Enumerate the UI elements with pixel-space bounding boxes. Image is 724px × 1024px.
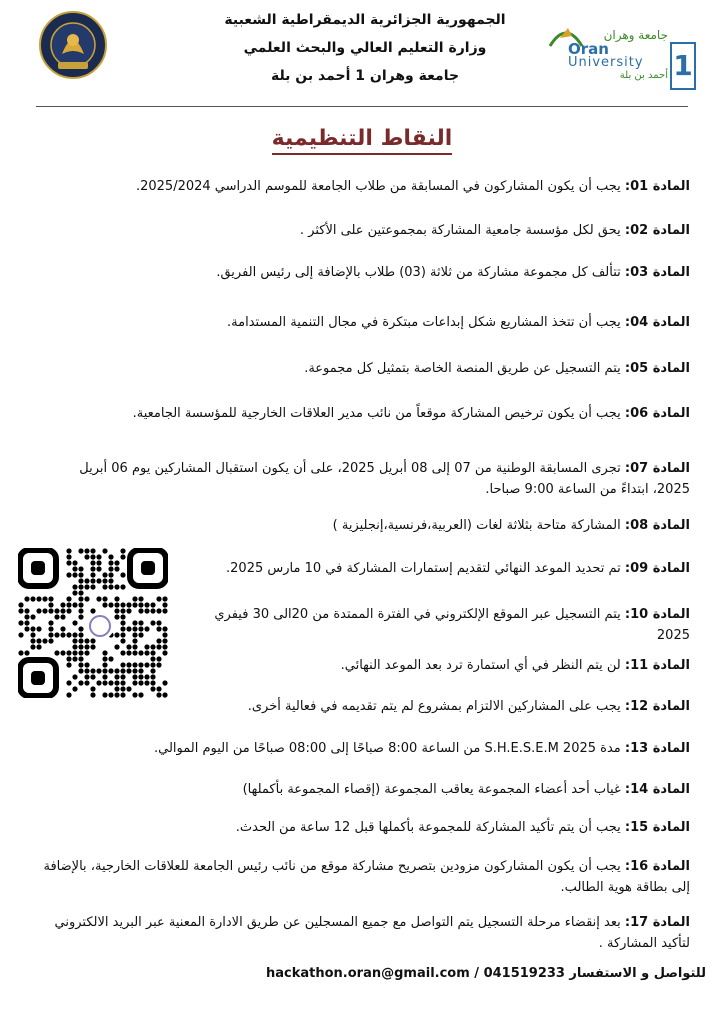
qr-module: [120, 548, 125, 553]
qr-module: [114, 560, 119, 565]
qr-module: [132, 644, 137, 649]
contact-line: [0, 966, 724, 988]
qr-module: [72, 584, 77, 589]
qr-module: [144, 662, 149, 667]
qr-module: [132, 620, 137, 625]
qr-module: [36, 644, 41, 649]
qr-module: [90, 686, 95, 691]
qr-module: [48, 608, 53, 613]
qr-module: [54, 608, 59, 613]
qr-module: [78, 644, 83, 649]
qr-module: [90, 566, 95, 571]
qr-module: [120, 650, 125, 655]
qr-module: [96, 554, 101, 559]
page-title: النقاط التنظيمية: [0, 126, 724, 151]
qr-module: [132, 662, 137, 667]
qr-module: [72, 602, 77, 607]
qr-module: [132, 650, 137, 655]
qr-module: [126, 686, 131, 691]
qr-module: [96, 578, 101, 583]
qr-module: [90, 584, 95, 589]
qr-module: [84, 554, 89, 559]
logo-number: 1: [670, 42, 696, 90]
qr-module: [48, 596, 53, 601]
qr-module: [138, 596, 143, 601]
qr-module: [144, 650, 149, 655]
header: [0, 0, 724, 110]
qr-module: [102, 548, 107, 553]
qr-module: [162, 596, 167, 601]
qr-module: [108, 572, 113, 577]
qr-module: [138, 632, 143, 637]
qr-module: [120, 584, 125, 589]
qr-module: [120, 554, 125, 559]
qr-module: [18, 620, 23, 625]
qr-module: [30, 596, 35, 601]
qr-module: [108, 566, 113, 571]
qr-module: [120, 674, 125, 679]
article-15: المادة 15: يجب أن يتم تأكيد المشاركة للمجموعة بأكملها قبل 12 ساعة من الحدث.: [235, 820, 690, 835]
qr-module: [108, 668, 113, 673]
qr-module: [36, 638, 41, 643]
qr-module: [132, 674, 137, 679]
qr-module: [156, 596, 161, 601]
qr-module: [114, 596, 119, 601]
qr-module: [114, 644, 119, 649]
qr-module: [120, 602, 125, 607]
qr-module: [102, 572, 107, 577]
logo-arabic-top: جامعة وهران: [603, 28, 668, 42]
qr-module: [84, 644, 89, 649]
qr-module: [18, 602, 23, 607]
qr-module: [126, 644, 131, 649]
qr-module: [78, 584, 83, 589]
article-02: المادة 02: يحق لكل مؤسسة جامعية المشاركة بمجموعتين على الأكثر .: [299, 223, 690, 238]
qr-module: [78, 596, 83, 601]
qr-module: [150, 680, 155, 685]
qr-module: [78, 578, 83, 583]
qr-module: [132, 626, 137, 631]
qr-module: [114, 608, 119, 613]
university-logo: [540, 16, 693, 86]
qr-module: [150, 662, 155, 667]
qr-module: [144, 674, 149, 679]
qr-module: [66, 548, 71, 553]
qr-module: [72, 674, 77, 679]
qr-module: [66, 572, 71, 577]
qr-module: [78, 650, 83, 655]
qr-module: [150, 620, 155, 625]
qr-module: [78, 626, 83, 631]
qr-module: [84, 680, 89, 685]
qr-module: [84, 548, 89, 553]
qr-module: [84, 650, 89, 655]
qr-module: [24, 650, 29, 655]
qr-module: [84, 668, 89, 673]
university-name: جامعة وهران 1 أحمد بن بلة: [270, 68, 460, 84]
qr-module: [18, 650, 23, 655]
qr-module: [162, 650, 167, 655]
qr-module: [30, 638, 35, 643]
qr-module: [138, 674, 143, 679]
article-03: المادة 03: تتألف كل مجموعة مشاركة من ثلاثة (03) طلاب بالإضافة إلى رئيس الفريق.: [216, 265, 690, 280]
qr-module: [30, 632, 35, 637]
qr-module: [156, 626, 161, 631]
qr-module: [126, 650, 131, 655]
qr-module: [90, 572, 95, 577]
qr-module: [96, 596, 101, 601]
qr-module: [60, 650, 65, 655]
qr-module: [24, 608, 29, 613]
qr-module: [120, 686, 125, 691]
qr-module: [144, 608, 149, 613]
qr-module: [24, 614, 29, 619]
qr-module: [138, 626, 143, 631]
qr-module: [132, 680, 137, 685]
qr-module: [120, 632, 125, 637]
qr-module: [120, 614, 125, 619]
qr-module: [102, 668, 107, 673]
qr-module: [102, 680, 107, 685]
qr-module: [162, 608, 167, 613]
qr-module: [138, 662, 143, 667]
qr-module: [78, 632, 83, 637]
qr-module: [84, 674, 89, 679]
qr-module: [108, 554, 113, 559]
qr-module: [66, 608, 71, 613]
qr-module: [60, 632, 65, 637]
qr-module: [132, 668, 137, 673]
qr-module: [48, 626, 53, 631]
article-10: المادة 10: يتم التسجيل عبر الموقع الإلكتروني في الفترة الممتدة من 20الى 30 فيفري 2025: [214, 607, 690, 643]
qr-module: [126, 608, 131, 613]
qr-module: [150, 608, 155, 613]
qr-module: [114, 674, 119, 679]
article-01: المادة 01: يجب أن يكون المشاركون في المسابقة من طلاب الجامعة للموسم الدراسي 2025/2024.: [135, 179, 690, 194]
qr-module: [150, 650, 155, 655]
qr-module: [18, 608, 23, 613]
qr-module: [90, 674, 95, 679]
qr-module: [132, 602, 137, 607]
qr-module: [156, 608, 161, 613]
qr-module: [126, 668, 131, 673]
qr-module: [138, 602, 143, 607]
article-05: المادة 05: يتم التسجيل عن طريق المنصة الخاصة بتمثيل كل مجموعة.: [304, 361, 690, 376]
qr-module: [60, 608, 65, 613]
qr-module: [78, 656, 83, 661]
qr-module: [144, 680, 149, 685]
qr-module: [138, 608, 143, 613]
qr-module: [96, 566, 101, 571]
qr-module: [96, 560, 101, 565]
qr-module: [156, 620, 161, 625]
qr-module: [114, 668, 119, 673]
qr-module: [84, 584, 89, 589]
qr-module: [60, 626, 65, 631]
contact-label: للتواصل و الاستفسار: [569, 966, 706, 981]
qr-module: [150, 686, 155, 691]
qr-module: [48, 638, 53, 643]
qr-module: [162, 644, 167, 649]
qr-module: [108, 578, 113, 583]
qr-module: [78, 608, 83, 613]
qr-module: [72, 632, 77, 637]
qr-module: [150, 674, 155, 679]
qr-module: [90, 644, 95, 649]
qr-module: [96, 680, 101, 685]
qr-module: [114, 566, 119, 571]
qr-module: [126, 662, 131, 667]
qr-module: [120, 638, 125, 643]
university-logo-text: [568, 28, 668, 81]
qr-module: [156, 656, 161, 661]
qr-module: [72, 650, 77, 655]
qr-module: [126, 602, 131, 607]
logo-arabic-bottom: أحمد بن بلة: [619, 70, 668, 81]
qr-module: [90, 554, 95, 559]
qr-module: [66, 560, 71, 565]
qr-module: [150, 644, 155, 649]
qr-module: [108, 560, 113, 565]
qr-module: [144, 626, 149, 631]
qr-module: [30, 614, 35, 619]
qr-module: [84, 662, 89, 667]
qr-module: [150, 668, 155, 673]
qr-module: [48, 620, 53, 625]
qr-module: [78, 614, 83, 619]
qr-module: [138, 620, 143, 625]
qr-module: [84, 596, 89, 601]
qr-module: [66, 650, 71, 655]
qr-module: [54, 632, 59, 637]
article-07: المادة 07: تجرى المسابقة الوطنية من 07 إلى 08 أبريل 2025، على أن يكون استقبال المشاركين يوم 06 أبريل 2025، ابتداءً من الساعة 9:00 صباحا.: [79, 461, 690, 497]
article-11: المادة 11: لن يتم النظر في أي استمارة ترد بعد الموعد النهائي.: [340, 658, 690, 673]
qr-module: [150, 656, 155, 661]
qr-module: [78, 548, 83, 553]
qr-module: [120, 668, 125, 673]
qr-module: [120, 572, 125, 577]
qr-module: [102, 578, 107, 583]
article-14: المادة 14: غياب أحد أعضاء المجموعة يعاقب المجموعة (إقصاء المجموعة بأكملها): [242, 782, 690, 797]
qr-module: [120, 620, 125, 625]
qr-module: [30, 644, 35, 649]
qr-module: [162, 602, 167, 607]
qr-module: [138, 680, 143, 685]
government-heading: [200, 6, 530, 90]
qr-module: [120, 680, 125, 685]
qr-module: [114, 632, 119, 637]
qr-module: [36, 626, 41, 631]
qr-module: [114, 614, 119, 619]
qr-module: [42, 596, 47, 601]
qr-module: [108, 602, 113, 607]
qr-module: [90, 560, 95, 565]
qr-module: [162, 638, 167, 643]
qr-module: [102, 650, 107, 655]
article-06: المادة 06: يجب أن يكون ترخيص المشاركة موقعاً من نائب مدير العلاقات الخارجية للمؤسسة الجامعية.: [132, 406, 690, 421]
republic-name: الجمهورية الجزائرية الديمقراطية الشعبية: [224, 12, 506, 28]
qr-module: [138, 650, 143, 655]
qr-module: [102, 662, 107, 667]
qr-module: [18, 632, 23, 637]
qr-module: [72, 620, 77, 625]
qr-module: [162, 632, 167, 637]
qr-module: [156, 686, 161, 691]
article-09: المادة 09: تم تحديد الموعد النهائي لتقديم إستمارات المشاركة في 10 مارس 2025.: [226, 561, 690, 576]
qr-module: [78, 590, 83, 595]
qr-module: [132, 632, 137, 637]
qr-module: [66, 596, 71, 601]
qr-module: [30, 626, 35, 631]
qr-module: [36, 608, 41, 613]
article-13: المادة 13: مدة S.H.E.S.E.M 2025 من الساعة 8:00 صباحًا إلى 08:00 صباحًا من اليوم الموالي.: [153, 741, 690, 756]
qr-module: [120, 662, 125, 667]
qr-module: [114, 686, 119, 691]
qr-module: [90, 668, 95, 673]
qr-module: [42, 638, 47, 643]
article-04: المادة 04: يجب أن تتخذ المشاريع شكل إبداعات مبتكرة في مجال التنمية المستدامة.: [227, 315, 690, 330]
qr-module: [132, 596, 137, 601]
qr-module: [60, 614, 65, 619]
qr-module: [54, 650, 59, 655]
qr-module: [48, 632, 53, 637]
qr-module: [102, 656, 107, 661]
logo-oran: Oran: [568, 40, 609, 58]
qr-module: [102, 602, 107, 607]
header-divider: [36, 106, 688, 107]
article-12: المادة 12: يجب على المشاركين الالتزام بمشروع لم يتم تقديمه في فعالية أخرى.: [247, 699, 690, 714]
qr-module: [108, 656, 113, 661]
qr-module: [120, 608, 125, 613]
qr-module: [102, 674, 107, 679]
qr-module: [36, 596, 41, 601]
qr-code-icon: [18, 548, 168, 698]
qr-module: [42, 608, 47, 613]
qr-module: [156, 644, 161, 649]
qr-module: [156, 662, 161, 667]
qr-module: [102, 596, 107, 601]
ministry-name: وزارة التعليم العالي والبحث العلمي: [243, 40, 487, 56]
qr-module: [72, 560, 77, 565]
qr-module: [66, 662, 71, 667]
qr-module: [84, 638, 89, 643]
club-logo-emblem: [38, 10, 108, 80]
contact-email-phone[interactable]: hackathon.oran@gmail.com / 041519233: [266, 966, 565, 981]
qr-module: [72, 566, 77, 571]
qr-module: [72, 590, 77, 595]
qr-module: [120, 626, 125, 631]
qr-module: [54, 614, 59, 619]
qr-module: [102, 584, 107, 589]
qr-module: [144, 602, 149, 607]
qr-module: [96, 668, 101, 673]
qr-module: [126, 626, 131, 631]
qr-module: [114, 584, 119, 589]
qr-module: [72, 572, 77, 577]
qr-module: [114, 602, 119, 607]
qr-module: [90, 548, 95, 553]
qr-module: [72, 644, 77, 649]
qr-module: [24, 596, 29, 601]
qr-module: [162, 626, 167, 631]
qr-module: [90, 638, 95, 643]
article-16: المادة 16: يجب أن يكون المشاركون مزودين بتصريح مشاركة موقع من نائب رئيس الجامعة للعلاقات الخارجية، بالإضافة إلى بطاقة هوية الطالب.: [43, 859, 690, 895]
qr-module: [66, 554, 71, 559]
qr-module: [60, 602, 65, 607]
qr-module: [66, 680, 71, 685]
qr-module: [156, 638, 161, 643]
qr-module: [66, 632, 71, 637]
qr-module: [78, 572, 83, 577]
qr-module: [24, 620, 29, 625]
qr-module: [78, 566, 83, 571]
qr-module: [108, 680, 113, 685]
qr-module: [48, 602, 53, 607]
qr-module: [84, 578, 89, 583]
qr-module: [78, 662, 83, 667]
qr-module: [66, 656, 71, 661]
qr-module: [144, 644, 149, 649]
qr-module: [72, 686, 77, 691]
qr-module: [78, 602, 83, 607]
article-08: المادة 08: المشاركة متاحة بثلاثة لغات (العربية،فرنسية،إنجليزية ): [332, 518, 690, 533]
qr-module: [78, 638, 83, 643]
qr-module: [150, 602, 155, 607]
qr-module: [90, 578, 95, 583]
qr-module: [108, 584, 113, 589]
qr-module: [72, 656, 77, 661]
qr-module: [78, 680, 83, 685]
qr-module: [66, 602, 71, 607]
logo-university: University: [568, 55, 644, 70]
qr-module: [162, 680, 167, 685]
qr-module: [114, 680, 119, 685]
qr-module: [138, 668, 143, 673]
qr-module: [72, 638, 77, 643]
qr-module: [90, 608, 95, 613]
qr-module: [78, 668, 83, 673]
qr-module: [132, 638, 137, 643]
qr-code[interactable]: [18, 548, 168, 698]
article-17: المادة 17: بعد إنقضاء مرحلة التسجيل يتم التواصل مع جميع المسجلين عن طريق الادارة المعنية عبر البريد الالكتروني لتأكيد المشاركة .: [54, 915, 690, 951]
club-logo: [38, 10, 108, 80]
qr-module: [24, 626, 29, 631]
